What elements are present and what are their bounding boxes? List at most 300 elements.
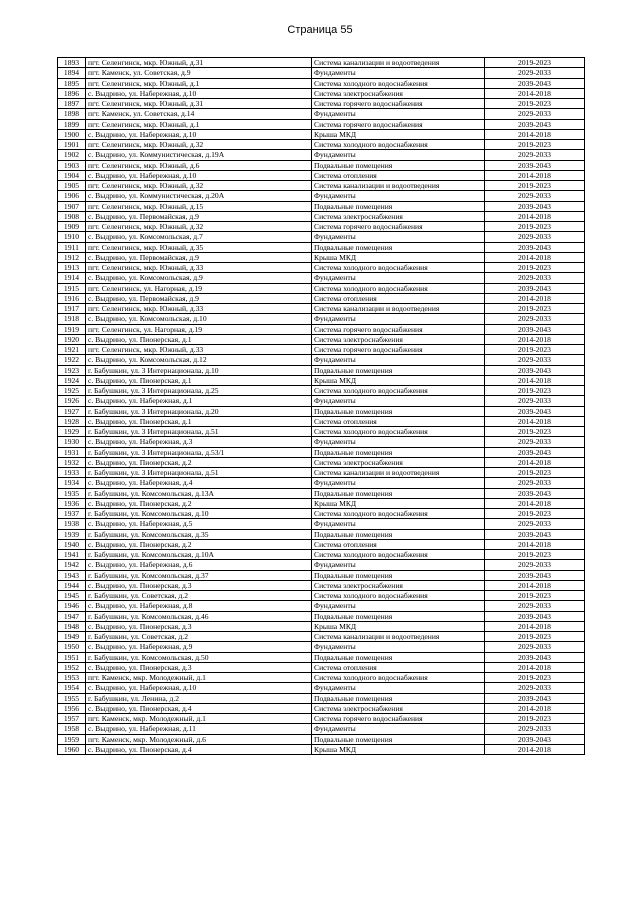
table-row xyxy=(58,181,585,191)
work-type-cell: Подвальные помещения xyxy=(312,160,485,170)
row-number: 1934 xyxy=(58,478,86,488)
row-number: 1932 xyxy=(58,457,86,467)
table-row xyxy=(58,109,585,119)
period-cell: 2029-2033 xyxy=(485,437,585,447)
period-cell: 2014-2018 xyxy=(485,416,585,426)
period-cell: 2039-2043 xyxy=(485,78,585,88)
work-type-cell: Крыша МКД xyxy=(312,252,485,262)
table-row xyxy=(58,714,585,724)
work-type-cell: Подвальные помещения xyxy=(312,693,485,703)
address-cell: с. Выдрино, ул. Пионерская, д.1 xyxy=(86,334,312,344)
row-number: 1904 xyxy=(58,170,86,180)
address-cell: пгт. Каменск, ул. Советская, д.14 xyxy=(86,109,312,119)
address-cell: г. Бабушкин, ул. Комсомольская, д.37 xyxy=(86,570,312,580)
address-cell: пгт. Селенгинск, мкр. Южный, д.32 xyxy=(86,222,312,232)
row-number: 1916 xyxy=(58,293,86,303)
period-cell: 2029-2033 xyxy=(485,478,585,488)
work-type-cell: Система отопления xyxy=(312,293,485,303)
address-cell: г. Бабушкин, ул. Советская, д.2 xyxy=(86,632,312,642)
address-cell: с. Выдрино, ул. Пионерская, д.1 xyxy=(86,416,312,426)
work-type-cell: Фундаменты xyxy=(312,560,485,570)
work-type-cell: Подвальные помещения xyxy=(312,529,485,539)
table-row xyxy=(58,478,585,488)
period-cell: 2029-2033 xyxy=(485,560,585,570)
row-number: 1900 xyxy=(58,129,86,139)
address-cell: с. Выдрино, ул. Первомайская, д.9 xyxy=(86,211,312,221)
table-row xyxy=(58,386,585,396)
row-number: 1952 xyxy=(58,662,86,672)
address-cell: с. Выдрино, ул. Набережная, д.10 xyxy=(86,683,312,693)
table-row xyxy=(58,88,585,98)
row-number: 1960 xyxy=(58,744,86,754)
address-cell: с. Выдрино, ул. Комсомольская, д.12 xyxy=(86,355,312,365)
address-cell: пгт. Селенгинск, ул. Нагорная, д.19 xyxy=(86,324,312,334)
address-cell: с. Выдрино, ул. Комсомольская, д.7 xyxy=(86,232,312,242)
work-type-cell: Система горячего водоснабжения xyxy=(312,222,485,232)
period-cell: 2014-2018 xyxy=(485,129,585,139)
table-row xyxy=(58,488,585,498)
period-cell: 2014-2018 xyxy=(485,293,585,303)
table-row xyxy=(58,345,585,355)
row-number: 1902 xyxy=(58,150,86,160)
period-cell: 2014-2018 xyxy=(485,170,585,180)
work-type-cell: Система холодного водоснабжения xyxy=(312,673,485,683)
row-number: 1942 xyxy=(58,560,86,570)
row-number: 1928 xyxy=(58,416,86,426)
address-cell: с. Выдрино, ул. Пионерская, д.4 xyxy=(86,703,312,713)
row-number: 1939 xyxy=(58,529,86,539)
address-cell: с. Выдрино, ул. Комсомольская, д.10 xyxy=(86,314,312,324)
work-type-cell: Крыша МКД xyxy=(312,498,485,508)
row-number: 1937 xyxy=(58,509,86,519)
address-cell: с. Выдрино, ул. Пионерская, д.4 xyxy=(86,744,312,754)
table-row xyxy=(58,724,585,734)
work-type-cell: Система электроснабжения xyxy=(312,211,485,221)
address-cell: с. Выдрино, ул. Пионерская, д.3 xyxy=(86,662,312,672)
table-row xyxy=(58,734,585,744)
address-cell: г. Бабушкин, ул. Комсомольская, д.46 xyxy=(86,611,312,621)
work-type-cell: Подвальные помещения xyxy=(312,365,485,375)
work-type-cell: Фундаменты xyxy=(312,601,485,611)
table-row xyxy=(58,334,585,344)
table-row xyxy=(58,621,585,631)
address-cell: с. Выдрино, ул. Набережная, д.5 xyxy=(86,519,312,529)
table-row xyxy=(58,427,585,437)
work-type-cell: Система канализации и водоотведения xyxy=(312,58,485,68)
period-cell: 2029-2033 xyxy=(485,724,585,734)
period-cell: 2014-2018 xyxy=(485,744,585,754)
work-type-cell: Фундаменты xyxy=(312,642,485,652)
work-type-cell: Фундаменты xyxy=(312,519,485,529)
row-number: 1917 xyxy=(58,304,86,314)
row-number: 1941 xyxy=(58,550,86,560)
period-cell: 2014-2018 xyxy=(485,375,585,385)
work-type-cell: Подвальные помещения xyxy=(312,242,485,252)
row-number: 1935 xyxy=(58,488,86,498)
row-number: 1895 xyxy=(58,78,86,88)
table-row xyxy=(58,642,585,652)
period-cell: 2039-2043 xyxy=(485,119,585,129)
address-cell: с. Выдрино, ул. Набережная, д.10 xyxy=(86,170,312,180)
address-cell: с. Выдрино, ул. Набережная, д.3 xyxy=(86,437,312,447)
work-type-cell: Крыша МКД xyxy=(312,375,485,385)
work-type-cell: Фундаменты xyxy=(312,355,485,365)
address-cell: с. Выдрино, ул. Пионерская, д.3 xyxy=(86,621,312,631)
period-cell: 2019-2023 xyxy=(485,263,585,273)
row-number: 1940 xyxy=(58,539,86,549)
work-type-cell: Система электроснабжения xyxy=(312,703,485,713)
address-cell: с. Выдрино, ул. Набережная, д.10 xyxy=(86,88,312,98)
row-number: 1959 xyxy=(58,734,86,744)
address-cell: г. Бабушкин, ул. Комсомольская, д.35 xyxy=(86,529,312,539)
work-type-cell: Фундаменты xyxy=(312,273,485,283)
row-number: 1908 xyxy=(58,211,86,221)
address-cell: пгт. Селенгинск, мкр. Южный, д.15 xyxy=(86,201,312,211)
row-number: 1905 xyxy=(58,181,86,191)
work-type-cell: Подвальные помещения xyxy=(312,652,485,662)
address-cell: пгт. Селенгинск, мкр. Южный, д.1 xyxy=(86,78,312,88)
work-type-cell: Фундаменты xyxy=(312,191,485,201)
work-type-cell: Фундаменты xyxy=(312,437,485,447)
row-number: 1893 xyxy=(58,58,86,68)
period-cell: 2019-2023 xyxy=(485,673,585,683)
period-cell: 2019-2023 xyxy=(485,99,585,109)
work-type-cell: Система холодного водоснабжения xyxy=(312,509,485,519)
row-number: 1906 xyxy=(58,191,86,201)
address-cell: г. Бабушкин, ул. 3 Интернационала, д.20 xyxy=(86,406,312,416)
work-type-cell: Фундаменты xyxy=(312,683,485,693)
row-number: 1950 xyxy=(58,642,86,652)
table-row xyxy=(58,119,585,129)
table-row xyxy=(58,140,585,150)
work-type-cell: Система канализации и водоотведения xyxy=(312,468,485,478)
period-cell: 2019-2023 xyxy=(485,714,585,724)
table-row xyxy=(58,324,585,334)
row-number: 1903 xyxy=(58,160,86,170)
row-number: 1957 xyxy=(58,714,86,724)
table-row xyxy=(58,273,585,283)
row-number: 1943 xyxy=(58,570,86,580)
address-cell: пгт. Селенгинск, мкр. Южный, д.31 xyxy=(86,99,312,109)
address-cell: с. Выдрино, ул. Набережная, д.4 xyxy=(86,478,312,488)
work-type-cell: Система холодного водоснабжения xyxy=(312,427,485,437)
period-cell: 2014-2018 xyxy=(485,703,585,713)
address-cell: пгт. Каменск, мкр. Молодежный, д.6 xyxy=(86,734,312,744)
work-type-cell: Система холодного водоснабжения xyxy=(312,386,485,396)
period-cell: 2019-2023 xyxy=(485,468,585,478)
row-number: 1918 xyxy=(58,314,86,324)
work-type-cell: Подвальные помещения xyxy=(312,201,485,211)
table-row xyxy=(58,498,585,508)
table-row xyxy=(58,632,585,642)
period-cell: 2039-2043 xyxy=(485,324,585,334)
work-type-cell: Система холодного водоснабжения xyxy=(312,78,485,88)
repair-schedule-table xyxy=(57,57,585,755)
address-cell: с. Выдрино, ул. Набережная, д.6 xyxy=(86,560,312,570)
row-number: 1901 xyxy=(58,140,86,150)
address-cell: пгт. Селенгинск, мкр. Южный, д.32 xyxy=(86,181,312,191)
address-cell: г. Бабушкин, ул. Комсомольская, д.10 xyxy=(86,509,312,519)
row-number: 1910 xyxy=(58,232,86,242)
work-type-cell: Система электроснабжения xyxy=(312,88,485,98)
period-cell: 2029-2033 xyxy=(485,232,585,242)
row-number: 1954 xyxy=(58,683,86,693)
table-row xyxy=(58,468,585,478)
address-cell: пгт. Селенгинск, мкр. Южный, д.32 xyxy=(86,140,312,150)
work-type-cell: Подвальные помещения xyxy=(312,488,485,498)
work-type-cell: Система холодного водоснабжения xyxy=(312,140,485,150)
work-type-cell: Система холодного водоснабжения xyxy=(312,283,485,293)
work-type-cell: Крыша МКД xyxy=(312,621,485,631)
work-type-cell: Подвальные помещения xyxy=(312,570,485,580)
row-number: 1923 xyxy=(58,365,86,375)
row-number: 1927 xyxy=(58,406,86,416)
table-row xyxy=(58,693,585,703)
work-type-cell: Фундаменты xyxy=(312,109,485,119)
table-row xyxy=(58,744,585,754)
address-cell: г. Бабушкин, ул. Ленина, д.2 xyxy=(86,693,312,703)
row-number: 1931 xyxy=(58,447,86,457)
period-cell: 2014-2018 xyxy=(485,334,585,344)
row-number: 1926 xyxy=(58,396,86,406)
table-row xyxy=(58,375,585,385)
row-number: 1899 xyxy=(58,119,86,129)
work-type-cell: Система холодного водоснабжения xyxy=(312,263,485,273)
work-type-cell: Система электроснабжения xyxy=(312,457,485,467)
work-type-cell: Подвальные помещения xyxy=(312,734,485,744)
row-number: 1930 xyxy=(58,437,86,447)
period-cell: 2019-2023 xyxy=(485,58,585,68)
address-cell: г. Бабушкин, ул. 3 Интернационала, д.51 xyxy=(86,427,312,437)
table-row xyxy=(58,304,585,314)
period-cell: 2039-2043 xyxy=(485,529,585,539)
period-cell: 2014-2018 xyxy=(485,539,585,549)
period-cell: 2019-2023 xyxy=(485,386,585,396)
table-row xyxy=(58,447,585,457)
address-cell: с. Выдрино, ул. Коммунистическая, д.20А xyxy=(86,191,312,201)
period-cell: 2029-2033 xyxy=(485,273,585,283)
work-type-cell: Система канализации и водоотведения xyxy=(312,181,485,191)
row-number: 1919 xyxy=(58,324,86,334)
work-type-cell: Система холодного водоснабжения xyxy=(312,550,485,560)
address-cell: пгт. Селенгинск, мкр. Южный, д.35 xyxy=(86,242,312,252)
period-cell: 2039-2043 xyxy=(485,652,585,662)
address-cell: г. Бабушкин, ул. Советская, д.2 xyxy=(86,591,312,601)
period-cell: 2019-2023 xyxy=(485,181,585,191)
address-cell: пгт. Селенгинск, мкр. Южный, д.33 xyxy=(86,263,312,273)
table-row xyxy=(58,560,585,570)
table-row xyxy=(58,591,585,601)
address-cell: с. Выдрино, ул. Набережная, д.10 xyxy=(86,129,312,139)
period-cell: 2019-2023 xyxy=(485,632,585,642)
period-cell: 2019-2023 xyxy=(485,550,585,560)
work-type-cell: Система горячего водоснабжения xyxy=(312,714,485,724)
work-type-cell: Подвальные помещения xyxy=(312,611,485,621)
table-row xyxy=(58,283,585,293)
work-type-cell: Система электроснабжения xyxy=(312,334,485,344)
row-number: 1947 xyxy=(58,611,86,621)
table-row xyxy=(58,263,585,273)
row-number: 1922 xyxy=(58,355,86,365)
table-row xyxy=(58,150,585,160)
address-cell: с. Выдрино, ул. Пионерская, д.2 xyxy=(86,457,312,467)
table-row xyxy=(58,673,585,683)
period-cell: 2014-2018 xyxy=(485,662,585,672)
period-cell: 2029-2033 xyxy=(485,355,585,365)
address-cell: пгт. Селенгинск, мкр. Южный, д.1 xyxy=(86,119,312,129)
address-cell: с. Выдрино, ул. Коммунистическая, д.19А xyxy=(86,150,312,160)
address-cell: с. Выдрино, ул. Комсомольская, д.9 xyxy=(86,273,312,283)
work-type-cell: Крыша МКД xyxy=(312,744,485,754)
period-cell: 2019-2023 xyxy=(485,304,585,314)
row-number: 1955 xyxy=(58,693,86,703)
address-cell: г. Бабушкин, ул. Комсомольская, д.50 xyxy=(86,652,312,662)
address-cell: г. Бабушкин, ул. 3 Интернационала, д.53/1 xyxy=(86,447,312,457)
work-type-cell: Фундаменты xyxy=(312,396,485,406)
table-row xyxy=(58,550,585,560)
row-number: 1921 xyxy=(58,345,86,355)
address-cell: с. Выдрино, ул. Набережная, д.9 xyxy=(86,642,312,652)
period-cell: 2029-2033 xyxy=(485,683,585,693)
row-number: 1912 xyxy=(58,252,86,262)
address-cell: пгт. Каменск, ул. Советская, д.9 xyxy=(86,68,312,78)
work-type-cell: Система канализации и водоотведения xyxy=(312,632,485,642)
work-type-cell: Подвальные помещения xyxy=(312,406,485,416)
table-row xyxy=(58,68,585,78)
table-row xyxy=(58,242,585,252)
period-cell: 2014-2018 xyxy=(485,252,585,262)
row-number: 1924 xyxy=(58,375,86,385)
table-row xyxy=(58,662,585,672)
work-type-cell: Подвальные помещения xyxy=(312,447,485,457)
period-cell: 2019-2023 xyxy=(485,222,585,232)
row-number: 1897 xyxy=(58,99,86,109)
period-cell: 2014-2018 xyxy=(485,211,585,221)
row-number: 1907 xyxy=(58,201,86,211)
table-row xyxy=(58,652,585,662)
table-row xyxy=(58,314,585,324)
work-type-cell: Фундаменты xyxy=(312,478,485,488)
period-cell: 2029-2033 xyxy=(485,601,585,611)
work-type-cell: Система холодного водоснабжения xyxy=(312,591,485,601)
work-type-cell: Фундаменты xyxy=(312,68,485,78)
period-cell: 2039-2043 xyxy=(485,611,585,621)
row-number: 1911 xyxy=(58,242,86,252)
table-row xyxy=(58,355,585,365)
row-number: 1933 xyxy=(58,468,86,478)
period-cell: 2019-2023 xyxy=(485,591,585,601)
row-number: 1929 xyxy=(58,427,86,437)
period-cell: 2029-2033 xyxy=(485,109,585,119)
table-row xyxy=(58,99,585,109)
period-cell: 2039-2043 xyxy=(485,488,585,498)
row-number: 1915 xyxy=(58,283,86,293)
table-row xyxy=(58,211,585,221)
row-number: 1946 xyxy=(58,601,86,611)
table-row xyxy=(58,611,585,621)
row-number: 1914 xyxy=(58,273,86,283)
row-number: 1938 xyxy=(58,519,86,529)
table-row xyxy=(58,365,585,375)
row-number: 1894 xyxy=(58,68,86,78)
table-row xyxy=(58,703,585,713)
row-number: 1945 xyxy=(58,591,86,601)
table-row xyxy=(58,222,585,232)
period-cell: 2029-2033 xyxy=(485,642,585,652)
period-cell: 2039-2043 xyxy=(485,160,585,170)
period-cell: 2014-2018 xyxy=(485,498,585,508)
table-row xyxy=(58,519,585,529)
work-type-cell: Система отопления xyxy=(312,539,485,549)
address-cell: г. Бабушкин, ул. Комсомольская, д.10А xyxy=(86,550,312,560)
period-cell: 2039-2043 xyxy=(485,406,585,416)
row-number: 1948 xyxy=(58,621,86,631)
period-cell: 2029-2033 xyxy=(485,191,585,201)
address-cell: с. Выдрино, ул. Набережная, д.11 xyxy=(86,724,312,734)
period-cell: 2039-2043 xyxy=(485,570,585,580)
table-row xyxy=(58,570,585,580)
work-type-cell: Система горячего водоснабжения xyxy=(312,99,485,109)
address-cell: пгт. Селенгинск, мкр. Южный, д.33 xyxy=(86,304,312,314)
table-row xyxy=(58,191,585,201)
table-row xyxy=(58,58,585,68)
work-type-cell: Крыша МКД xyxy=(312,129,485,139)
address-cell: с. Выдрино, ул. Набережная, д.8 xyxy=(86,601,312,611)
address-cell: пгт. Каменск, мкр. Молодежный, д.1 xyxy=(86,673,312,683)
address-cell: с. Выдрино, ул. Пионерская, д.2 xyxy=(86,498,312,508)
row-number: 1953 xyxy=(58,673,86,683)
table-row xyxy=(58,78,585,88)
period-cell: 2039-2043 xyxy=(485,734,585,744)
address-cell: с. Выдрино, ул. Пионерская, д.3 xyxy=(86,580,312,590)
table-row xyxy=(58,580,585,590)
table-row xyxy=(58,170,585,180)
row-number: 1958 xyxy=(58,724,86,734)
table-row xyxy=(58,293,585,303)
address-cell: с. Выдрино, ул. Первомайская, д.9 xyxy=(86,252,312,262)
work-type-cell: Фундаменты xyxy=(312,232,485,242)
table-row xyxy=(58,457,585,467)
row-number: 1913 xyxy=(58,263,86,273)
address-cell: пгт. Селенгинск, мкр. Южный, д.31 xyxy=(86,58,312,68)
period-cell: 2029-2033 xyxy=(485,68,585,78)
table-row xyxy=(58,437,585,447)
period-cell: 2014-2018 xyxy=(485,621,585,631)
row-number: 1925 xyxy=(58,386,86,396)
row-number: 1936 xyxy=(58,498,86,508)
table-row xyxy=(58,539,585,549)
address-cell: пгт. Селенгинск, мкр. Южный, д.33 xyxy=(86,345,312,355)
address-cell: пгт. Селенгинск, мкр. Южный, д.6 xyxy=(86,160,312,170)
period-cell: 2019-2023 xyxy=(485,427,585,437)
table-row xyxy=(58,529,585,539)
period-cell: 2014-2018 xyxy=(485,580,585,590)
row-number: 1898 xyxy=(58,109,86,119)
row-number: 1949 xyxy=(58,632,86,642)
row-number: 1944 xyxy=(58,580,86,590)
address-cell: г. Бабушкин, ул. 3 Интернационала, д.51 xyxy=(86,468,312,478)
period-cell: 2019-2023 xyxy=(485,509,585,519)
work-type-cell: Система горячего водоснабжения xyxy=(312,324,485,334)
period-cell: 2039-2043 xyxy=(485,201,585,211)
work-type-cell: Система горячего водоснабжения xyxy=(312,119,485,129)
period-cell: 2019-2023 xyxy=(485,140,585,150)
address-cell: с. Выдрино, ул. Пионерская, д.1 xyxy=(86,375,312,385)
work-type-cell: Система отопления xyxy=(312,170,485,180)
table-row xyxy=(58,406,585,416)
work-type-cell: Система отопления xyxy=(312,662,485,672)
period-cell: 2039-2043 xyxy=(485,693,585,703)
